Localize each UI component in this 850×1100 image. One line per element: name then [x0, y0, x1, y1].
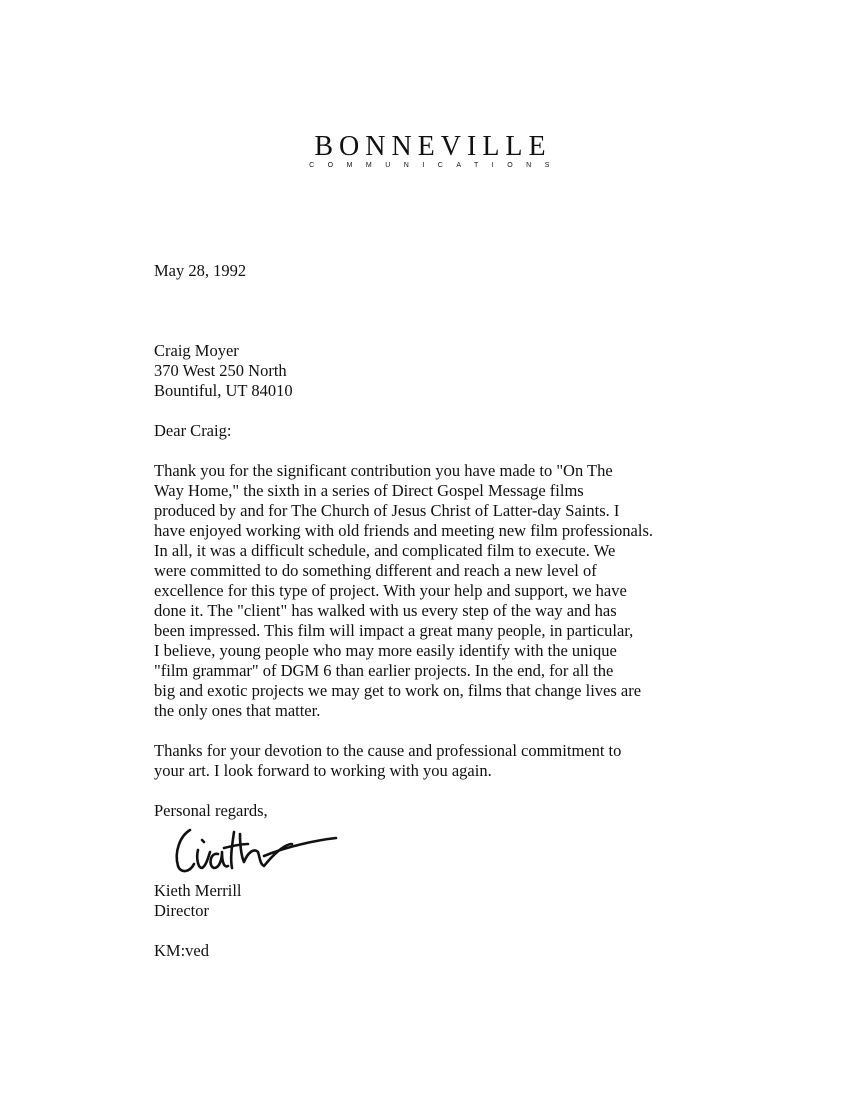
recipient-name: Craig Moyer: [154, 341, 239, 360]
recipient-street: 370 West 250 North: [154, 361, 287, 380]
recipient-address: [154, 341, 293, 401]
signature-image: [168, 822, 338, 878]
body-line: produced by and for The Church of Jesus Christ of Latter-day Saints. I: [154, 501, 620, 520]
body-line: big and exotic projects we may get to work on, films that change lives are: [154, 681, 642, 700]
body-line: I believe, young people who may more easily identify with the unique: [154, 641, 617, 660]
closing-line: your art. I look forward to working with you again.: [154, 761, 492, 780]
signer-block: [154, 881, 242, 921]
body-line: In all, it was a difficult schedule, and complicated film to execute. We: [154, 541, 616, 560]
body-line: "film grammar" of DGM 6 than earlier projects. In the end, for all the: [154, 661, 614, 680]
body-line: been impressed. This film will impact a great many people, in particular,: [154, 621, 634, 640]
body-line: were committed to do something different and reach a new level of: [154, 561, 597, 580]
company-name: BONNEVILLE: [314, 131, 552, 162]
reference-initials: KM:ved: [154, 941, 209, 960]
letter-date: May 28, 1992: [154, 261, 247, 280]
company-subtitle: COMMUNICATIONS: [309, 162, 563, 169]
body-line: Way Home," the sixth in a series of Direct Gospel Message films: [154, 481, 584, 500]
sign-off: Personal regards,: [154, 801, 268, 820]
closing-line: Thanks for your devotion to the cause and professional commitment to: [154, 741, 622, 760]
body-line: done it. The "client" has walked with us every step of the way and has: [154, 601, 617, 620]
letterhead: [0, 132, 850, 170]
body-paragraph: [154, 461, 653, 721]
body-line: Thank you for the significant contribution you have made to "On The: [154, 461, 613, 480]
body-line: the only ones that matter.: [154, 701, 321, 720]
signer-name: Kieth Merrill: [154, 881, 242, 900]
salutation: Dear Craig:: [154, 421, 232, 440]
signer-title: Director: [154, 901, 209, 920]
closing-paragraph: [154, 741, 621, 781]
recipient-city: Bountiful, UT 84010: [154, 381, 293, 400]
body-line: excellence for this type of project. With your help and support, we have: [154, 581, 627, 600]
body-line: have enjoyed working with old friends and meeting new film professionals.: [154, 521, 654, 540]
